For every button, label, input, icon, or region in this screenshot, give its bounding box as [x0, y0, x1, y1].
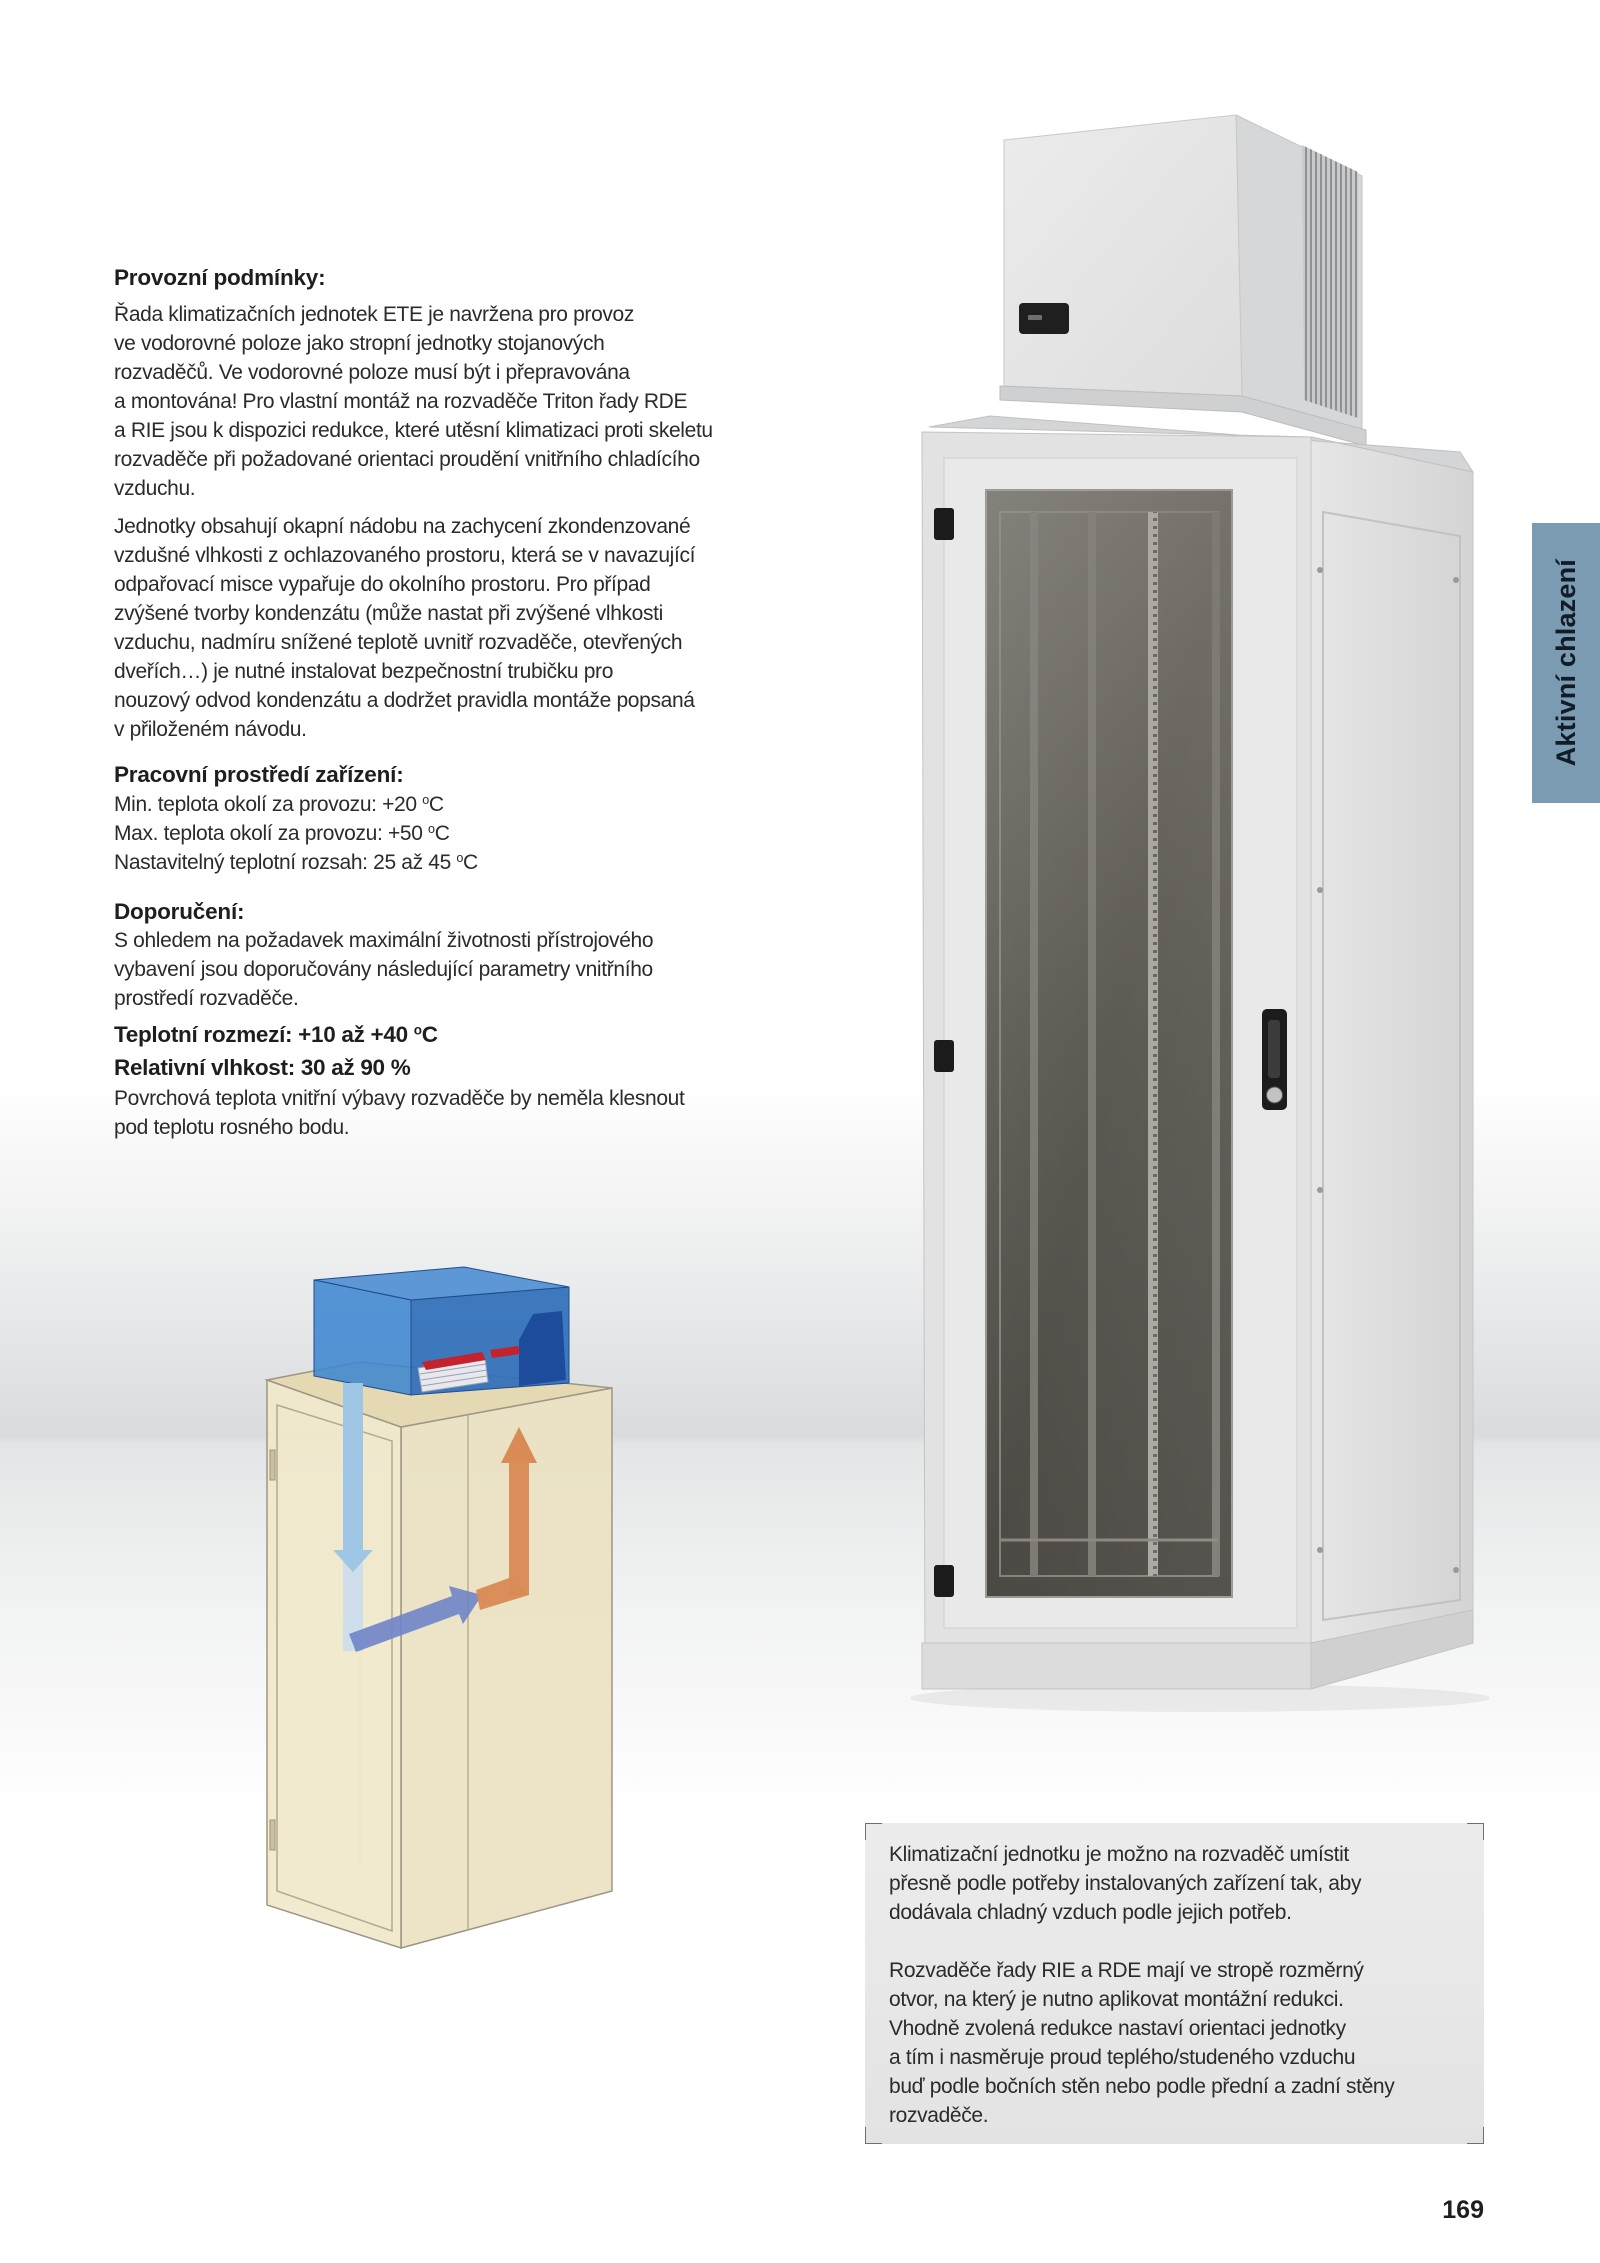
paragraph-line: odpařovací misce vypařuje do okolního prostoru. Pro případ [114, 573, 651, 596]
cabinet-plinth [922, 1643, 1311, 1689]
cabinet-side-panel [1311, 437, 1473, 1686]
door-hinge [934, 1040, 954, 1072]
paragraph-gap [889, 1927, 1394, 1956]
rack-cabinet-with-ac-unit-photo [900, 100, 1500, 1740]
caption-line: otvor, na který je nutno aplikovat montážní redukci. [889, 1988, 1344, 2011]
adjustable-temperature-range [114, 848, 874, 877]
degree-mark: o [422, 793, 429, 808]
paragraph-line: S ohledem na požadavek maximální životnosti přístrojového [114, 929, 654, 952]
value-text: Teplotní rozmezí: +10 až +40 [114, 1022, 414, 1047]
value-text: Nastavitelný teplotní rozsah: 25 až 45 [114, 851, 457, 874]
min-operating-temperature [114, 790, 874, 819]
ac-unit-controller [1019, 303, 1069, 334]
side-panel-rivet [1317, 567, 1323, 573]
side-panel-rivet [1317, 1187, 1323, 1193]
caption-line: Rozvaděče řady RIE a RDE mají ve stropě rozměrný [889, 1959, 1364, 1982]
degree-mark: o [428, 822, 435, 837]
diagram-hinge [270, 1450, 275, 1480]
corner-mark [1467, 2127, 1484, 2144]
paragraph-line: rozvaděče při požadované orientaci proudění vnitřního chladícího [114, 448, 700, 471]
paragraph-line: vzdušné vlhkosti z ochlazovaného prostoru, která se v navazující [114, 544, 696, 567]
paragraph-line: Řada klimatizačních jednotek ETE je navržena pro provoz [114, 303, 635, 326]
paragraph-line: zvýšené tvorby kondenzátu (může nastat při zvýšené vlhkosti [114, 602, 663, 625]
paragraph-line: vzduchu. [114, 477, 196, 500]
paragraph-line: rozvaděčů. Ve vodorovné poloze musí být i přepravována [114, 361, 630, 384]
cabinet-front-face [267, 1380, 401, 1948]
ac-unit-controller-display [1028, 315, 1042, 320]
unit: C [428, 793, 444, 816]
paragraph-line: Jednotky obsahují okapní nádobu na zachycení zkondenzované [114, 515, 691, 538]
max-operating-temperature [114, 819, 874, 848]
paragraph-line: pod teplotu rosného bodu. [114, 1116, 350, 1139]
corner-mark [1467, 1823, 1484, 1840]
ac-unit-vent-grille [1302, 145, 1358, 418]
ac-unit-front [1004, 115, 1242, 396]
door-hinge [934, 508, 954, 540]
paragraph-line: ve vodorovné poloze jako stropní jednotky stojanových [114, 332, 605, 355]
caption-line: přesně podle potřeby instalovaných zařízení tak, aby [889, 1872, 1362, 1895]
relative-humidity: Relativní vlhkost: 30 až 90 % [114, 1055, 411, 1080]
side-panel-rivet [1317, 1547, 1323, 1553]
recommendation-heading: Doporučení: [114, 899, 245, 924]
side-panel-rivet [1453, 577, 1459, 583]
degree-mark: o [456, 851, 464, 866]
value-text: Max. teplota okolí za provozu: +50 [114, 822, 429, 845]
glass-reflection [986, 490, 1232, 1597]
recommendation-paragraph [114, 926, 874, 1013]
caption-line: dodávala chladný vzduch podle jejich potřeb. [889, 1901, 1292, 1924]
paragraph-line: vybavení jsou doporučovány následující parametry vnitřního [114, 958, 653, 981]
door-handle-grip [1268, 1020, 1280, 1078]
dew-point-note [114, 1084, 874, 1142]
caption-line: buď podle bočních stěn nebo podle přední a zadní stěny [889, 2075, 1395, 2098]
caption-line: rozvaděče. [889, 2104, 989, 2127]
section-side-tab [1532, 523, 1600, 803]
working-environment-heading: Pracovní prostředí zařízení: [114, 762, 404, 787]
working-environment-list [114, 790, 874, 877]
operating-conditions-paragraph-2 [114, 512, 874, 744]
side-panel-rivet [1317, 887, 1323, 893]
paragraph-line: v přiloženém návodu. [114, 718, 307, 741]
operating-conditions-heading: Provozní podmínky: [114, 265, 326, 290]
paragraph-line: dveřích…) je nutné instalovat bezpečnostní trubičku pro [114, 660, 614, 683]
caption-text [889, 1840, 1394, 2130]
caption-line: Vhodně zvolená redukce nastaví orientaci jednotky [889, 2017, 1346, 2040]
value-text: Min. teplota okolí za provozu: +20 [114, 793, 423, 816]
airflow-diagram [250, 1250, 630, 1970]
side-panel-rivet [1453, 1567, 1459, 1573]
unit: C [421, 1022, 438, 1047]
paragraph-line: Povrchová teplota vnitřní výbavy rozvaděče by neměla klesnout [114, 1087, 685, 1110]
corner-mark [865, 1823, 882, 1840]
operating-conditions-paragraph-1 [114, 300, 874, 503]
page-number: 169 [1442, 2196, 1484, 2224]
paragraph-line: a montována! Pro vlastní montáž na rozvaděče Triton řady RDE [114, 390, 688, 413]
caption-line: Klimatizační jednotku je možno na rozvaděč umístit [889, 1843, 1349, 1866]
temperature-range [114, 1020, 874, 1050]
paragraph-line: prostředí rozvaděče. [114, 987, 299, 1010]
paragraph-line: nouzový odvod kondenzátu a dodržet pravidla montáže popsaná [114, 689, 695, 712]
diagram-hinge [270, 1820, 275, 1850]
caption-line: a tím i nasměruje proud teplého/studeného vzduchu [889, 2046, 1356, 2069]
corner-mark [865, 2127, 882, 2144]
cabinet-right-face [401, 1388, 612, 1948]
paragraph-line: a RIE jsou k dispozici redukce, které utěsní klimatizaci proti skeletu [114, 419, 713, 442]
unit: C [463, 851, 478, 874]
side-tab-label: Aktivní chlazení [1550, 559, 1581, 767]
degree-mark: o [413, 1022, 422, 1038]
unit: C [434, 822, 450, 845]
door-lock-icon [1267, 1087, 1283, 1103]
ac-unit-front-face [314, 1280, 411, 1395]
warm-air-up-path [509, 1463, 529, 1595]
caption-box [865, 1823, 1484, 2144]
paragraph-line: vzduchu, nadmíru snížené teplotě uvnitř rozvaděče, otevřených [114, 631, 683, 654]
door-hinge [934, 1565, 954, 1597]
